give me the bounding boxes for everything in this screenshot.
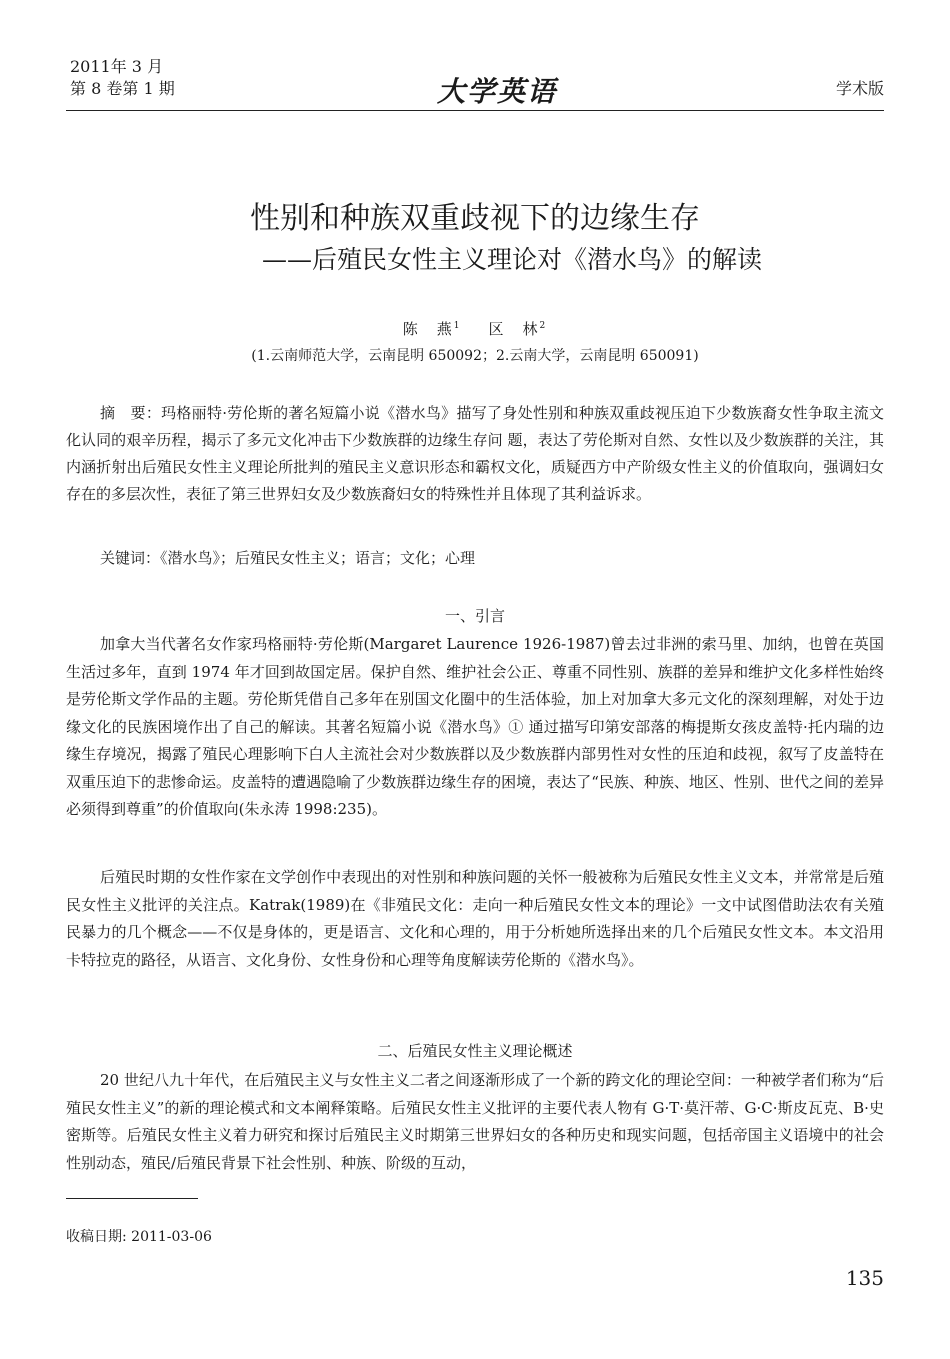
issue-info [70,56,175,100]
received-date: 收稿日期: 2011-03-06 [66,1229,212,1245]
keywords: 关键词：《潜水鸟》；后殖民女性主义；语言；文化；心理 [100,549,476,567]
author-affil-mark: 1 [453,321,462,331]
paragraph: 20 世纪八九十年代，在后殖民主义与女性主义二者之间逐渐形成了一个新的跨文化的理论空间：一种被学者们称为“后殖民女性主义”的新的理论模式和文本阐释策略。后殖民女性主义批评的主要代表人物有 G·T·莫汗蒂、G·C·斯皮瓦克、B·史密斯等。后殖民女性主义着力研究和探讨后殖民主义时期第三世界妇女的各种历史和现实问题，包括帝国主义语境中的社会性别动态，殖民/后殖民背景下社会性别、种族、阶级的互动， [66,1071,884,1172]
author-name: 区 林 [488,320,540,338]
authors [0,318,950,339]
header-rule [66,110,884,111]
author-affil-mark: 2 [539,321,548,331]
article-subtitle: ——后殖民女性主义理论对《潜水鸟》的解读 [262,245,763,274]
section-heading: 二、后殖民女性主义理论概述 [377,1042,573,1060]
issue-volume: 第 8 卷第 1 期 [70,79,175,98]
article-title: 性别和种族双重歧视下的边缘生存 [250,201,700,236]
issue-date: 2011年 3 月 [70,57,164,76]
affiliations: (1.云南师范大学，云南昆明 650092；2.云南大学，云南昆明 650091) [251,348,699,364]
page-number: 135 [845,1266,884,1290]
paragraph: 加拿大当代著名女作家玛格丽特·劳伦斯(Margaret Laurence 1926-1987)曾去过非洲的索马里、加纳，也曾在英国生活过多年，直到 1974 年才回到故国定居。保护自然、维护社会公正、尊重不同性别、族群的差异和维护文化多样性始终是劳伦斯文学作品的主题。劳伦斯凭借自己多年在别国文化圈中的生活体验，加上对加拿大多元文化的深刻理解，对处于边缘文化的民族困境作出了自己的解读。其著名短篇小说《潜水鸟》① 通过描写印第安部落的梅提斯女孩皮盖特·托内瑞的边缘生存境况，揭露了殖民心理影响下白人主流社会对少数族群以及少数族群内部男性对女性的压迫和歧视，叙写了皮盖特在双重压迫下的悲惨命运。皮盖特的遭遇隐喻了少数族群边缘生存的困境，表达了“民族、种族、地区、性别、世代之间的差异必须得到尊重”的价值取向(朱永涛 1998:235)。 [66,635,884,818]
author-name: 陈 燕 [402,320,454,338]
edition-label: 学术版 [835,79,884,98]
abstract: 摘 要：玛格丽特·劳伦斯的著名短篇小说《潜水鸟》描写了身处性别和种族双重歧视压迫下少数族裔女性争取主流文化认同的艰辛历程，揭示了多元文化冲击下少数族群的边缘生存问 题，表达了劳伦斯对自然、女性以及少数族群的关注，其内涵折射出后殖民女性主义理论所批判的殖民主义意识形态和霸权文化，质疑西方中产阶级女性主义的价值取向，强调妇女存在的多层次性，表征了第三世界妇女及少数族裔妇女的特殊性并且体现了其利益诉求。 [66,404,884,503]
footnote-rule [66,1198,198,1199]
section-heading: 一、引言 [444,607,505,625]
paragraph: 后殖民时期的女性作家在文学创作中表现出的对性别和种族问题的关怀一般被称为后殖民女性主义文本，并常常是后殖民女性主义批评的关注点。Katrak(1989)在《非殖民文化：走向一种后殖民女性文本的理论》一文中试图借助法农有关殖民暴力的几个概念——不仅是身体的，更是语言、文化和心理的，用于分析她所选择出来的几个后殖民女性文本。本文沿用卡特拉克的路径，从语言、文化身份、女性身份和心理等角度解读劳伦斯的《潜水鸟》。 [66,868,884,969]
journal-logo: 大学英语 [437,75,558,108]
